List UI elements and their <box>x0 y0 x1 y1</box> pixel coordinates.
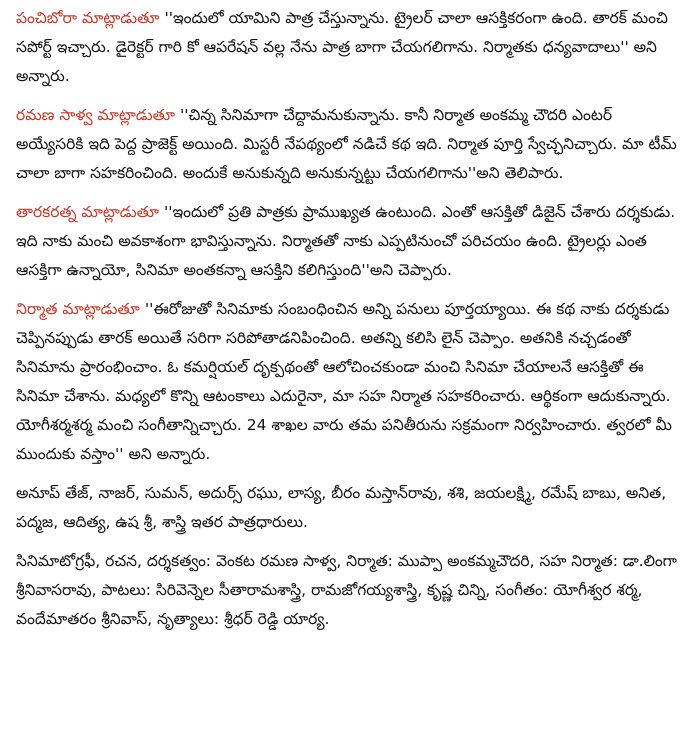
paragraph-text: ''చిన్న సినిమాగా చేద్దామనుకున్నాను. కానీ నిర్మాత అంకమ్మ చౌదరి ఎంటర్ అయ్యేసరికి ఇది పెద్ద ప్రాజెక్ట్ అయింది. మిస్టరీ నేపథ్యంలో నడిచే కథ ఇది. నిర్మాత పూర్తి స్వేచ్ఛనిచ్చారు. మా టీమ్ చాలా బాగా సహకరించింది. అందుకే అనుకున్నది అనుకున్నట్టు చేయగలిగాను''అని తెలిపారు. <box>16 106 677 182</box>
paragraph-text: సినిమాటోగ్రఫీ, రచన, దర్శకత్వం: వెంకట రమణ సాళ్వ, నిర్మాత: ముప్పా అంకమ్మచౌదరి, సహ నిర్మాత: డా.లింగా శ్రీనివాసరావు, పాటలు: సిరివెన్నెల సీతారామశాస్త్రి, రామజోగయ్యశాస్త్రి, కృష్ణ చిన్ని, సంగీతం: యోగీశ్వర శర్మ, వందేమాతరం శ్రీనివాస్, నృత్యాలు: శ్రీధర్ రెడ్డి యార్య. <box>16 552 677 628</box>
speaker-name: తారకరత్న మాట్లాడుతూ <box>16 203 160 221</box>
speaker-name: నిర్మాత మాట్లాడుతూ <box>16 300 140 318</box>
paragraph-panchibora <box>16 4 684 91</box>
paragraph-text: ''ఇందులో ప్రతి పాత్రకు ప్రాముఖ్యత ఉంటుంది. ఎంతో ఆసక్తితో డిజైన్ చేశారు దర్శకుడు. ఇది నాకు మంచి అవకాశంగా భావిస్తున్నాను. నిర్మాతతో నాకు ఎప్పటినుంచో పరిచయం ఉంది. ట్రైలర్లు ఎంత ఆసక్తిగా ఉన్నాయో, సినిమా అంతకన్నా ఆసక్తిని కలిగిస్తుంది''అని చెప్పారు. <box>16 203 676 279</box>
paragraph-producer <box>16 295 684 469</box>
paragraph-tarakaratna <box>16 198 684 285</box>
speaker-name: పంచిబోరా మాట్లాడుతూ <box>16 9 160 27</box>
paragraph-text: ''ఇందులో యామిని పాత్ర చేస్తున్నాను. ట్రైలర్ చాలా ఆసక్తికరంగా ఉంది. తారక్ మంచి సపోర్ట్ ఇచ్చారు. డైరెక్టర్ గారి కో ఆపరేషన్ వల్ల నేను పాత్ర బాగా చేయగలిగాను. నిర్మాతకు ధన్యవాదాలు'' అని అన్నారు. <box>16 9 668 85</box>
paragraph-cast <box>16 479 684 537</box>
article-body <box>10 0 690 634</box>
speaker-name: రమణ సాళ్వ మాట్లాడుతూ <box>16 106 176 124</box>
paragraph-crew <box>16 547 684 634</box>
paragraph-text: ''ఈరోజుతో సినిమాకు సంబంధించిన అన్ని పనులు పూర్తయ్యాయి. ఈ కథ నాకు దర్శకుడు చెప్పినప్పుడు తారక్ అయితే సరిగా సరిపోతాడనిపించింది. అతన్ని కలిసి లైన్ చెప్పాం. అతనికి నచ్చడంతో సినిమాను ప్రారంభించాం. ఓ కమర్షియల్ దృక్పథంతో ఆలోచించకుండా మంచి సినిమా చేయాలనే ఆసక్తితో ఈ సినిమా చేశాను. మధ్యలో కొన్ని ఆటంకాలు ఎదురైనా, మా సహ నిర్మాత సహకరించారు. ఆర్థికంగా ఆదుకున్నారు. యోగీశర్మశర్మ మంచి సంగీతాన్నిచ్చారు. 24 శాఖల వారు తమ పనితీరును సక్రమంగా నిర్వహించారు. త్వరలో మీ ముందుకు వస్తాం'' అని అన్నారు. <box>16 300 672 463</box>
paragraph-text: అనూప్ తేజ్, నాజర్, సుమన్, అదుర్స్ రఘు, లాస్య, బీరం మస్తాన్‌రావు, శశి, జయలక్ష్మి, రమేష్ బాబు, అనిత, పద్మజ, ఆదిత్య, ఉష శ్రీ, శాస్త్రి ఇతర పాత్రధారులు. <box>16 484 667 531</box>
paragraph-ramana-salva <box>16 101 684 188</box>
